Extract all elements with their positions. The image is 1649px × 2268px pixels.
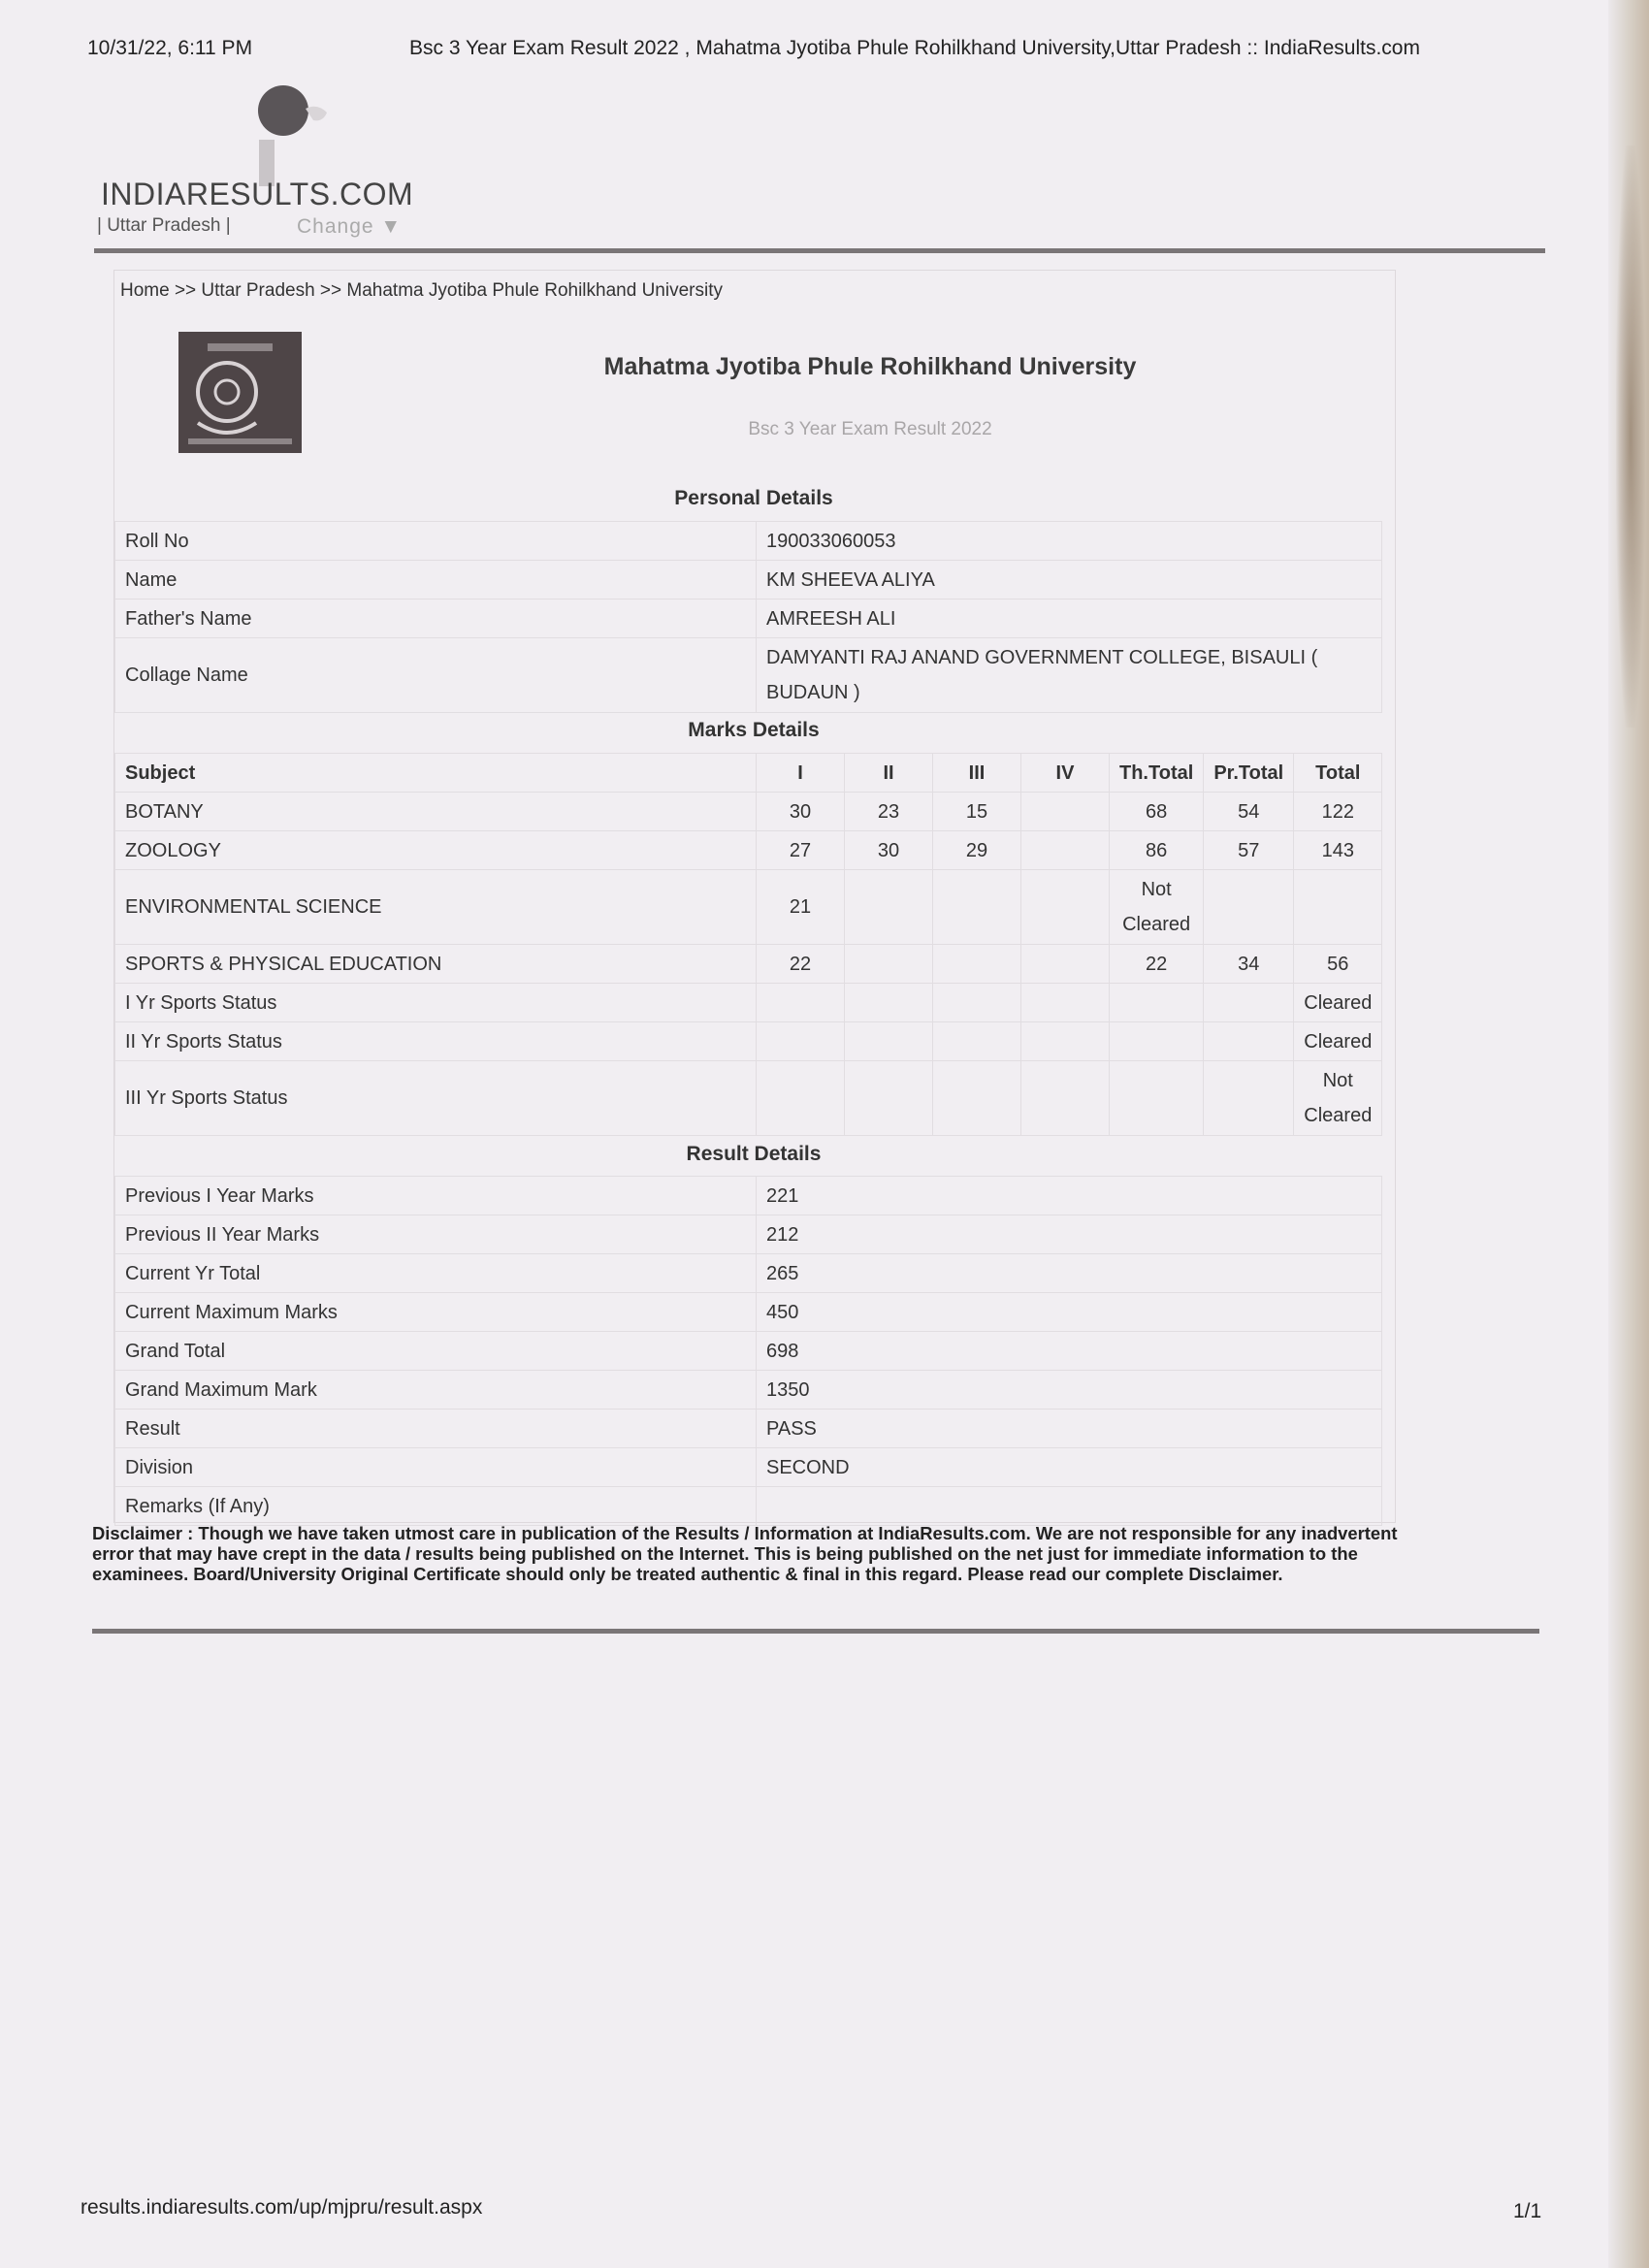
column-header: I	[757, 754, 845, 793]
print-datetime: 10/31/22, 6:11 PM	[87, 37, 253, 59]
mark-cell	[933, 1022, 1021, 1061]
mark-cell	[757, 1061, 845, 1136]
print-header	[87, 37, 1581, 66]
table-row	[115, 561, 1382, 599]
table-row	[115, 984, 1382, 1022]
column-header: Pr.Total	[1204, 754, 1294, 793]
table-row	[115, 638, 1382, 713]
status-cell: Not Cleared	[1294, 1061, 1382, 1136]
logo-mark-icon	[213, 80, 330, 186]
subject-cell: III Yr Sports Status	[115, 1061, 757, 1136]
mark-cell	[1021, 831, 1110, 870]
subject-cell: II Yr Sports Status	[115, 1022, 757, 1061]
table-row	[115, 1332, 1382, 1371]
table-row	[115, 831, 1382, 870]
field-value: 212	[757, 1215, 1382, 1254]
table-row	[115, 1293, 1382, 1332]
university-name: Mahatma Jyotiba Phule Rohilkhand University	[603, 353, 1137, 380]
field-label: Roll No	[115, 522, 757, 561]
table-row	[115, 522, 1382, 561]
field-label: Remarks (If Any)	[115, 1487, 757, 1526]
field-label: Collage Name	[115, 638, 757, 713]
mark-cell: 30	[845, 831, 933, 870]
header-rule	[94, 248, 1545, 253]
mark-cell	[1021, 984, 1110, 1022]
subject-cell: ENVIRONMENTAL SCIENCE	[115, 870, 757, 945]
mark-cell	[845, 870, 933, 945]
mark-cell: 86	[1110, 831, 1204, 870]
page-number: 1/1	[1513, 2200, 1542, 2222]
table-row	[115, 1487, 1382, 1526]
change-state-link[interactable]: Change ▼	[297, 215, 403, 238]
field-value: KM SHEEVA ALIYA	[757, 561, 1382, 599]
table-row	[115, 1371, 1382, 1409]
table-row	[115, 1061, 1382, 1136]
mark-cell: 27	[757, 831, 845, 870]
personal-details-heading: Personal Details	[674, 487, 833, 509]
mark-cell	[1204, 870, 1294, 945]
mark-cell: 34	[1204, 945, 1294, 984]
field-value: AMREESH ALI	[757, 599, 1382, 638]
exam-name: Bsc 3 Year Exam Result 2022	[748, 419, 992, 439]
column-header: IV	[1021, 754, 1110, 793]
mark-cell: 29	[933, 831, 1021, 870]
marks-details-heading: Marks Details	[688, 719, 820, 741]
field-label: Division	[115, 1448, 757, 1487]
field-label: Previous I Year Marks	[115, 1177, 757, 1215]
field-value: DAMYANTI RAJ ANAND GOVERNMENT COLLEGE, BISAULI ( BUDAUN )	[757, 638, 1382, 713]
logo-wordmark: INDIARESULTS.COM	[101, 177, 414, 211]
field-value: PASS	[757, 1409, 1382, 1448]
mark-cell: 22	[1110, 945, 1204, 984]
field-value	[757, 1487, 1382, 1526]
table-row	[115, 793, 1382, 831]
column-header: Total	[1294, 754, 1382, 793]
mark-cell	[1204, 1061, 1294, 1136]
mark-cell	[1021, 1061, 1110, 1136]
subject-cell: ZOOLOGY	[115, 831, 757, 870]
mark-cell: 143	[1294, 831, 1382, 870]
mark-cell	[933, 1061, 1021, 1136]
field-value: 221	[757, 1177, 1382, 1215]
result-details-heading: Result Details	[686, 1143, 822, 1165]
field-label: Name	[115, 561, 757, 599]
mark-cell: 68	[1110, 793, 1204, 831]
mark-cell	[1294, 870, 1382, 945]
field-label: Current Maximum Marks	[115, 1293, 757, 1332]
table-row	[115, 1022, 1382, 1061]
field-value: 1350	[757, 1371, 1382, 1409]
mark-cell: 57	[1204, 831, 1294, 870]
result-details-table	[114, 1176, 1382, 1526]
status-cell: Cleared	[1294, 984, 1382, 1022]
subject-cell: I Yr Sports Status	[115, 984, 757, 1022]
table-row	[115, 1409, 1382, 1448]
paper-edge	[1608, 0, 1649, 2268]
mark-cell	[757, 984, 845, 1022]
field-label: Current Yr Total	[115, 1254, 757, 1293]
university-seal-icon	[178, 332, 302, 453]
mark-cell	[933, 945, 1021, 984]
table-row	[115, 1254, 1382, 1293]
marks-table	[114, 753, 1382, 1136]
table-row	[115, 599, 1382, 638]
mark-cell	[1021, 945, 1110, 984]
mark-cell	[1204, 1022, 1294, 1061]
mark-cell	[845, 945, 933, 984]
mark-cell	[1021, 1022, 1110, 1061]
mark-cell: Not Cleared	[1110, 870, 1204, 945]
breadcrumb[interactable]: Home >> Uttar Pradesh >> Mahatma Jyotiba Phule Rohilkhand University	[120, 280, 723, 301]
mark-cell: 56	[1294, 945, 1382, 984]
field-value: 265	[757, 1254, 1382, 1293]
mark-cell: 23	[845, 793, 933, 831]
mark-cell: 22	[757, 945, 845, 984]
table-row	[115, 945, 1382, 984]
mark-cell	[1110, 1061, 1204, 1136]
column-header: II	[845, 754, 933, 793]
mark-cell	[1204, 984, 1294, 1022]
field-value: 450	[757, 1293, 1382, 1332]
mark-cell: 15	[933, 793, 1021, 831]
mark-cell: 54	[1204, 793, 1294, 831]
field-value: 698	[757, 1332, 1382, 1371]
mark-cell	[845, 1061, 933, 1136]
table-row	[115, 1177, 1382, 1215]
disclaimer-text: Disclaimer : Though we have taken utmost care in publication of the Results / Information at IndiaResults.com. We are not responsible for any inadvertent error that may have crept in the data / results being published on the Internet. This is being published on the net just for immediate information to the examinees. Board/University Original Certificate should only be treated authentic & final in this regard. Please read our complete Disclaimer.	[92, 1523, 1398, 1584]
print-url: results.indiaresults.com/up/mjpru/result.aspx	[81, 2196, 483, 2219]
table-row	[115, 1448, 1382, 1487]
mark-cell	[933, 870, 1021, 945]
column-header: Subject	[115, 754, 757, 793]
mark-cell: 30	[757, 793, 845, 831]
column-header: III	[933, 754, 1021, 793]
mark-cell	[1021, 870, 1110, 945]
table-header-row	[115, 754, 1382, 793]
field-label: Grand Total	[115, 1332, 757, 1371]
site-logo[interactable]	[97, 80, 414, 244]
field-label: Father's Name	[115, 599, 757, 638]
table-row	[115, 870, 1382, 945]
mark-cell	[845, 984, 933, 1022]
field-label: Result	[115, 1409, 757, 1448]
mark-cell	[1110, 984, 1204, 1022]
field-value: 190033060053	[757, 522, 1382, 561]
column-header: Th.Total	[1110, 754, 1204, 793]
mark-cell	[757, 1022, 845, 1061]
mark-cell	[845, 1022, 933, 1061]
field-value: SECOND	[757, 1448, 1382, 1487]
mark-cell	[1110, 1022, 1204, 1061]
footer-rule	[92, 1629, 1539, 1634]
status-cell: Cleared	[1294, 1022, 1382, 1061]
field-label: Previous II Year Marks	[115, 1215, 757, 1254]
print-page-title: Bsc 3 Year Exam Result 2022 , Mahatma Jyotiba Phule Rohilkhand University,Uttar Pradesh :: IndiaResults.com	[409, 37, 1420, 59]
personal-details-table	[114, 521, 1382, 713]
stain-mark	[1616, 146, 1645, 728]
mark-cell	[933, 984, 1021, 1022]
subject-cell: SPORTS & PHYSICAL EDUCATION	[115, 945, 757, 984]
subject-cell: BOTANY	[115, 793, 757, 831]
mark-cell	[1021, 793, 1110, 831]
table-row	[115, 1215, 1382, 1254]
mark-cell: 21	[757, 870, 845, 945]
mark-cell: 122	[1294, 793, 1382, 831]
state-label: | Uttar Pradesh |	[97, 215, 231, 236]
field-label: Grand Maximum Mark	[115, 1371, 757, 1409]
